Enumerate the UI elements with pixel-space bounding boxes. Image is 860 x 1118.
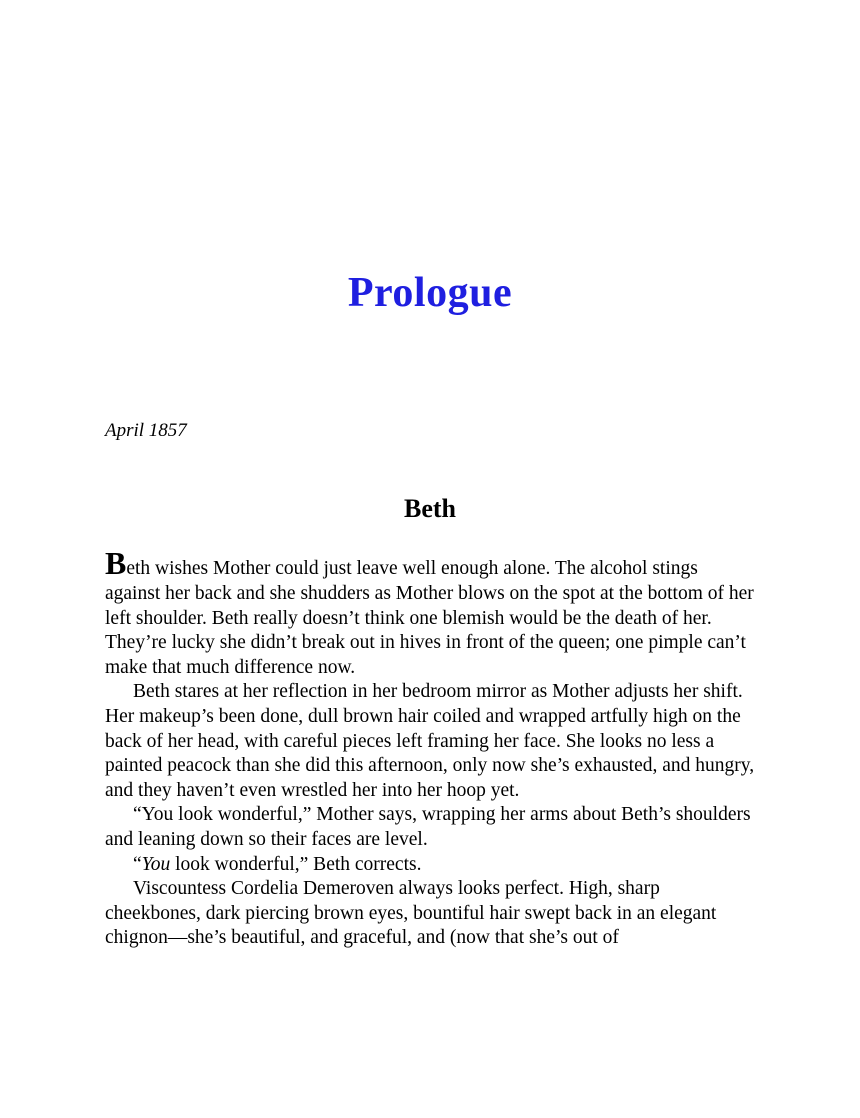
paragraph-3: “You look wonderful,” Mother says, wrapping her arms about Beth’s shoulders and leaning down so their faces are level. [105, 804, 751, 851]
paragraph-4-open-quote: “ [133, 853, 142, 875]
body-text [105, 545, 755, 951]
chapter-title: Prologue [347, 270, 513, 316]
paragraph-4-text: look wonderful,” Beth corrects. [170, 853, 422, 875]
initial-capital: B [105, 545, 127, 582]
paragraph-2: Beth stares at her reflection in her bedroom mirror as Mother adjusts her shift. Her makeup’s been done, dull brown hair coiled and wrapped artfully high on the back of her head, with careful pieces left framing her face. She looks no less a painted peacock than she did this afternoon, only now she’s exhausted, and hungry, and they haven’t even wrestled her into her hoop yet. [105, 681, 755, 801]
paragraph-4 [105, 853, 755, 878]
paragraph-1 [105, 545, 755, 680]
section-heading: Beth [404, 493, 456, 523]
date-line: April 1857 [105, 420, 187, 442]
paragraph-4-emphasized-word: You [141, 853, 171, 875]
paragraph-1-text: eth wishes Mother could just leave well enough alone. The alcohol stings against her back and she shudders as Mother blows on the spot at the bottom of her left shoulder. Beth really doesn’t think one blemish would be the death of her. They’re lucky she didn’t break out in hives in front of the queen; one pimple can’t make that much difference now. [105, 558, 754, 678]
paragraph-5: Viscountess Cordelia Demeroven always looks perfect. High, sharp cheekbones, dark piercing brown eyes, bountiful hair swept back in an elegant chignon—she’s beautiful, and graceful, and (now that she’s out of [105, 878, 717, 949]
